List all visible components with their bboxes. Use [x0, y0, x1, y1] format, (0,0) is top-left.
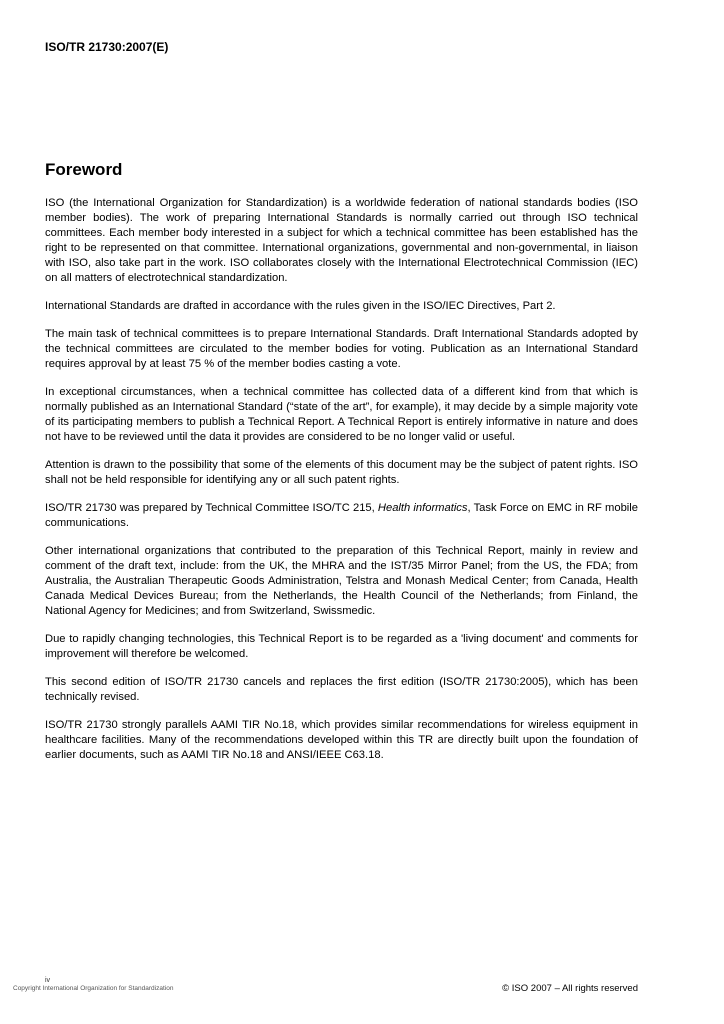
copyright-watermark: Copyright International Organization for Standardization — [13, 985, 174, 992]
paragraph-patent-rights: Attention is drawn to the possibility that some of the elements of this document may be the subject of patent rights. ISO shall not be held responsible for identifying any or all such patent rights. — [45, 459, 638, 486]
copyright-notice: © ISO 2007 – All rights reserved — [502, 983, 638, 994]
page-number: iv — [45, 977, 51, 984]
paragraph-iso-intro: ISO (the International Organization for Standardization) is a worldwide federation of national standards bodies (ISO member bodies). The work of preparing International Standards is normally carried out through ISO technical committees. Each member body interested in a subject for which a technical committee has been established has the right to be represented on that committee. International organizations, governmental and non-governmental, in liaison with ISO, also take part in the work. ISO collaborates closely with the International Electrotechnical Commission (IEC) on all matters of electrotechnical standardization. — [45, 197, 638, 284]
paragraph-contributors: Other international organizations that contributed to the preparation of this Technical Report, mainly in review and comment of the draft text, include: from the UK, the MHRA and the IST/35 Mirror Panel; from the US, the FDA; from Australia, the Australian Therapeutic Goods Administration, Telstra and Monash Medical Center; from Canada, Health Canada Medical Devices Bureau; from the Netherlands, the Health Council of the Netherlands; from Finland, the National Agency for Medicines; and from Switzerland, Swissmedic. — [45, 545, 638, 617]
prepared-by-text-end: , Task Force on EMC in RF mobile communications. — [45, 502, 638, 529]
paragraph-aami-parallel: ISO/TR 21730 strongly parallels AAMI TIR No.18, which provides similar recommendations for wireless equipment in healthcare facilities. Many of the recommendations developed within this TR are directly built upon the foundation of earlier documents, such as AAMI TIR No.18 and ANSI/IEEE C63.18. — [45, 719, 638, 761]
paragraph-second-edition: This second edition of ISO/TR 21730 cancels and replaces the first edition (ISO/TR 21730:2005), which has been technically revised. — [45, 676, 638, 703]
document-id-header: ISO/TR 21730:2007(E) — [45, 40, 169, 54]
page-title: Foreword — [45, 160, 123, 179]
paragraph-prepared-by — [45, 501, 638, 531]
paragraph-committee-task: The main task of technical committees is to prepare International Standards. Draft International Standards adopted by the technical committees are circulated to the member bodies for voting. Publication as an International Standard requires approval by at least 75 % of the member bodies casting a vote. — [45, 328, 638, 370]
paragraph-living-document: Due to rapidly changing technologies, this Technical Report is to be regarded as a 'living document' and comments for improvement will therefore be welcomed. — [45, 633, 638, 660]
paragraph-drafting-rules: International Standards are drafted in accordance with the rules given in the ISO/IEC Directives, Part 2. — [45, 300, 556, 312]
paragraph-technical-report: In exceptional circumstances, when a technical committee has collected data of a different kind from that which is normally published as an International Standard (“state of the art”, for example), it may decide by a simple majority vote of its participating members to publish a Technical Report. A Technical Report is entirely informative in nature and does not have to be reviewed until the data it provides are considered to be no longer valid or useful. — [45, 386, 638, 443]
foreword-body — [45, 196, 638, 776]
committee-name: Health informatics — [377, 502, 468, 514]
prepared-by-text: ISO/TR 21730 was prepared by Technical Committee ISO/TC 215, — [45, 502, 378, 514]
